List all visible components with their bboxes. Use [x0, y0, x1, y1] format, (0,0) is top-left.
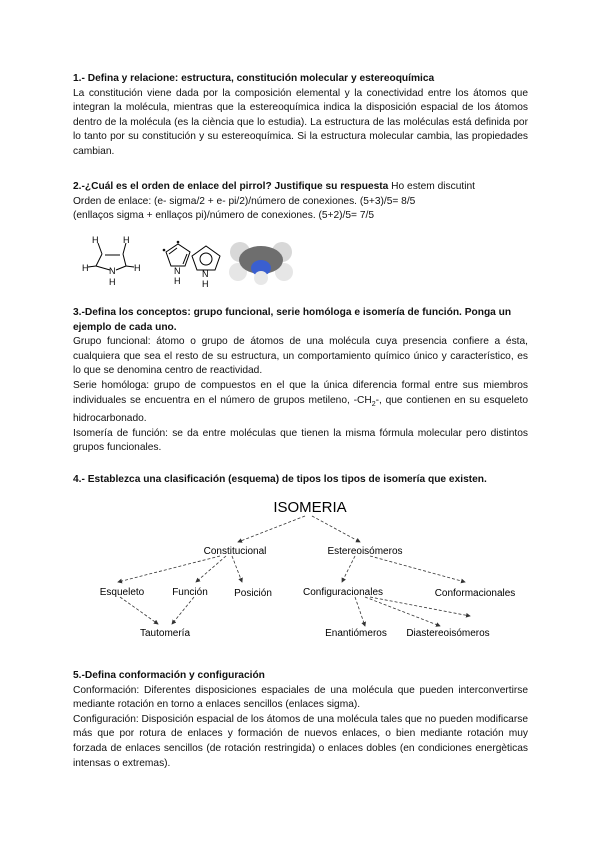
- node-esqueleto: Esqueleto: [99, 587, 145, 598]
- atom-n: N: [174, 266, 181, 276]
- question-1-title: 1.- Defina y relacione: estructura, constitución molecular y estereoquímica: [73, 73, 435, 84]
- question-2-note: Ho estem discutint: [388, 181, 475, 192]
- node-isomeria: ISOMERIA: [273, 499, 347, 516]
- node-constitucional: Constitucional: [203, 546, 267, 557]
- pyrrole-structures: [78, 230, 308, 292]
- atom-h: H: [134, 263, 141, 273]
- isomeria-diagram: [80, 494, 520, 650]
- node-estereoisomeros: Estereoisómeros: [327, 546, 403, 557]
- pyrrole-space-filling: [229, 242, 293, 285]
- section-3: [73, 306, 528, 456]
- section-5: [73, 669, 528, 771]
- node-diastereoisomeros: Diastereoisómeros: [406, 628, 490, 639]
- section-2: [73, 180, 528, 224]
- atom-h: H: [82, 263, 89, 273]
- atom-h: H: [202, 279, 209, 289]
- node-configuracionales: Configuracionales: [302, 587, 384, 598]
- bond-order-line-1: Orden de enlace: (e- sigma/2 + e- pi/2)/número de conexiones. (5+3)/5= 8/5: [73, 195, 416, 207]
- answer-5-configuracion: Configuración: Disposición espacial de los átomos de una molécula tales que no pueden modificarse más que por rotura de enlaces y formación de nuevos enlaces, o bien mediante rotación muy forzada de enlaces sencillos (de rotación restringida) o enlaces dobles (en condiciones energèticas intensas o extremas).: [73, 713, 528, 769]
- answer-5-conformacion: Conformación: Diferentes disposiciones espaciales de una molécula que pueden interconvertirse mediante rotación en torno a enlaces sencillos (enlaces sigma).: [73, 684, 528, 711]
- atom-h: H: [123, 235, 130, 245]
- atom-h: H: [109, 277, 116, 287]
- answer-3-grupo-funcional: Grupo funcional: átomo o grupo de átomos de una molécula cuya presencia confiere a ésta, cualquiera que sea el resto de su estructura, un comportamiento químico único y característico, es lo que se denomina centro de reactividad.: [73, 336, 528, 377]
- section-4: [73, 473, 528, 488]
- node-funcion: Función: [172, 587, 208, 598]
- node-tautomeria: Tautomería: [139, 628, 191, 639]
- answer-3-serie-homologa: Serie homóloga: grupo de compuestos en el que la única diferencia formal entre sus miembros individuales se encuentra en el número de grupos metileno, $-CH_2-$, que contienen en su esqueleto hidrocarbonado.: [73, 379, 528, 425]
- atom-h: H: [174, 276, 181, 286]
- node-enantiomeros: Enantiómeros: [325, 628, 387, 639]
- node-posicion: Posición: [234, 588, 272, 599]
- node-conformacionales: Conformacionales: [434, 588, 516, 599]
- question-2-title: 2.-¿Cuál es el orden de enlace del pirrol? Justifique su respuesta: [73, 181, 389, 192]
- pyrrole-pentagon: [163, 241, 190, 266]
- atom-h: H: [92, 235, 99, 245]
- pyrrole-aromatic: [192, 246, 220, 270]
- question-3-title: 3.-Defina los conceptos: grupo funcional, serie homóloga e isomería de función. Ponga un ejemplo de cada uno.: [73, 307, 512, 333]
- question-4-title: 4.- Establezca una clasificación (esquema) de tipos los tipos de isomería que existen.: [73, 474, 487, 485]
- bond-order-line-2: (enllaços sigma + enllaços pi)/número de conexiones. (5+2)/5= 7/5: [73, 210, 374, 222]
- answer-1-text: La constitución viene dada por la composición elemental y la conectividad entre los átomos que integran la molécula, mientras que la estereoquímica indica la disposición espacial de los átomos dentro de la molécula (es la ciència que lo estudia). La estructura de las moléculas está definida por lo tanto por su constitución y su estereoquímica. Si la estructura molecular cambia, las propiedades cambian.: [73, 87, 528, 157]
- answer-3-isomeria-funcion: Isomería de función: se da entre moléculas que tienen la misma fórmula molecular pero distintos grupos funcionales.: [73, 427, 528, 454]
- atom-n: N: [109, 266, 116, 276]
- atom-n: N: [202, 269, 209, 279]
- section-1: [73, 72, 528, 160]
- question-5-title: 5.-Defina conformación y configuración: [73, 670, 265, 681]
